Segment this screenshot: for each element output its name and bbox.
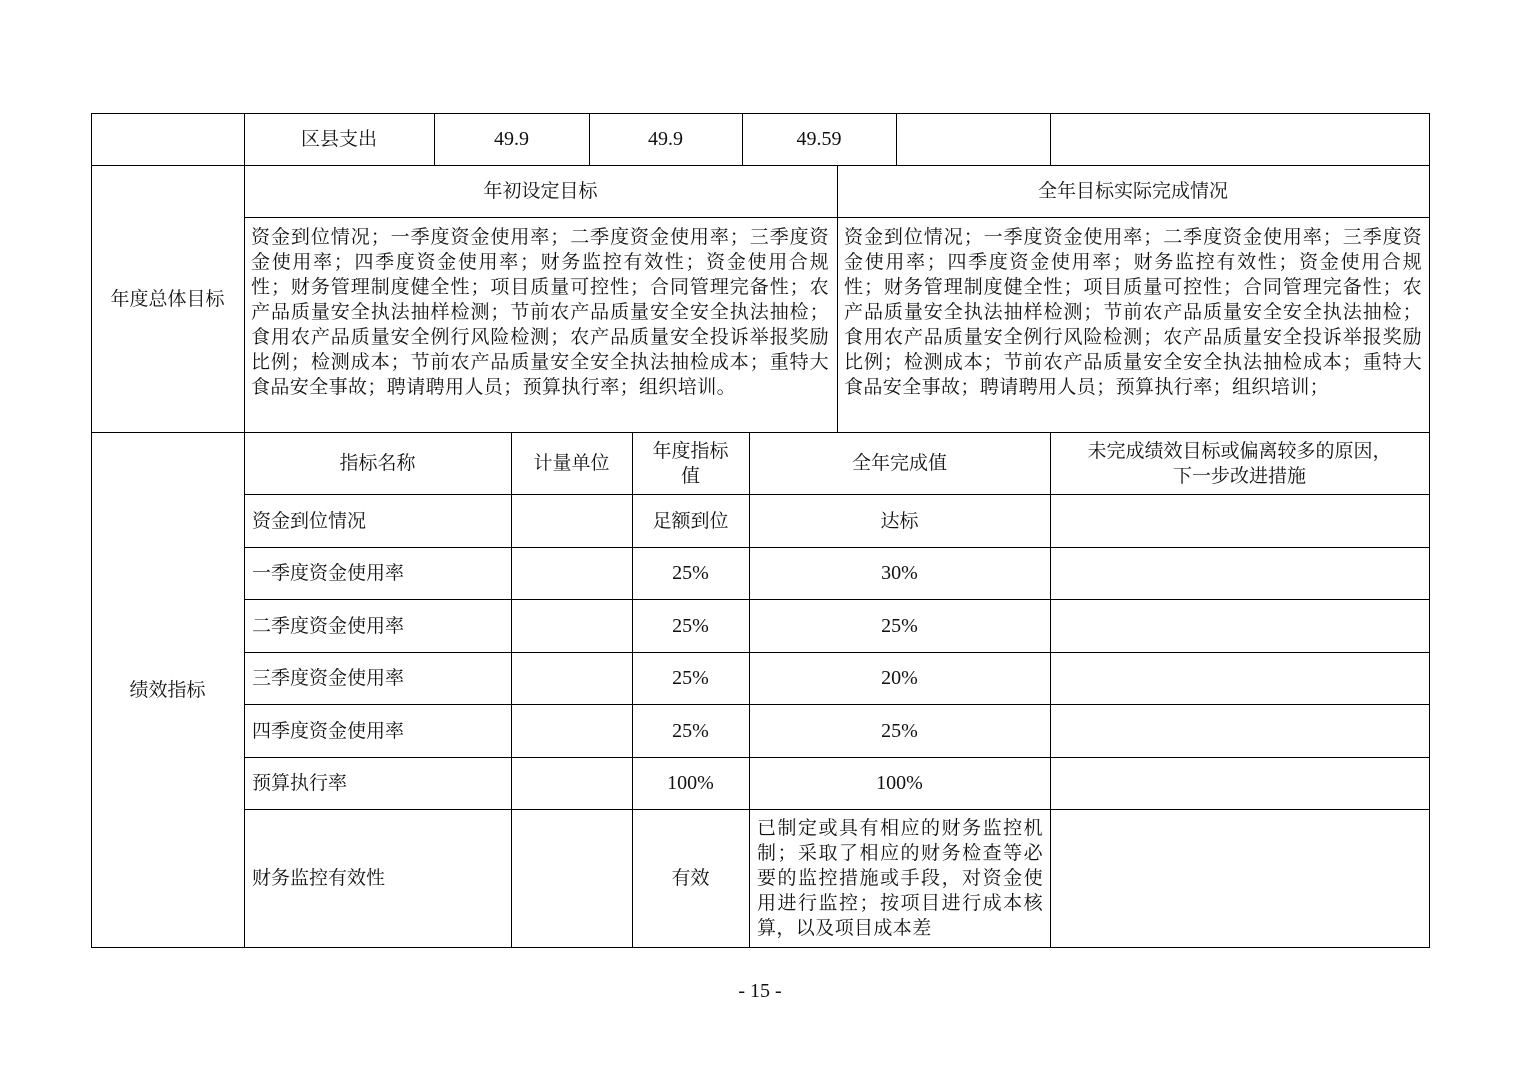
row-name: 财务监控有效性 [252,867,386,889]
row-target: 25% [672,614,709,637]
row-actual: 25% [881,614,918,637]
header-reason [1050,433,1429,494]
table-right-border [1429,113,1430,948]
row-target: 25% [672,667,709,689]
done-goal-header: 全年目标实际完成情况 [1037,180,1228,202]
header-target-line2: 值 [680,464,700,487]
header-reason-line2: 下一步改进措施 [1172,464,1306,487]
row-actual: 20% [881,667,918,689]
row-reason [1050,653,1429,704]
row-actual: 100% [876,772,923,794]
row-target: 足额到位 [652,509,729,532]
header-actual: 全年完成值 [851,452,947,474]
top-row-label: 区县支出 [300,128,377,150]
row-name: 二季度资金使用率 [252,614,405,637]
header-unit: 计量单位 [533,452,610,474]
row-unit [511,600,632,652]
row-actual: 达标 [880,509,919,532]
indicators-section-label: 绩效指标 [129,678,206,701]
row-actual: 25% [881,719,918,742]
row-target: 100% [667,772,714,794]
done-goal-text: 资金到位情况；一季度资金使用率；二季度资金使用率；三季度资金使用率；四季度资金使用率；财务监控有效性；资金使用合规性；财务管理制度健全性；项目质量可控性；合同管理完备性；农产品质量安全执法抽样检测；节前农产品质量安全安全执法抽检；食用农产品质量安全例行风险检测；农产品质量安全投诉举报奖励比例；检测成本；节前农产品质量安全安全执法抽检成本；重特大食品安全事故；聘请聘用人员；预算执行率；组织培训； [844,226,1422,398]
row-name: 一季度资金使用率 [252,562,405,584]
row-unit [511,705,632,757]
row-unit [511,758,632,809]
annual-goal-section-label: 年度总体目标 [110,287,225,310]
row-unit [511,495,632,547]
row-name: 三季度资金使用率 [252,667,405,689]
row-reason [1050,758,1429,809]
header-target-line1: 年度指标 [652,439,729,462]
page-number: - 15 - [738,980,782,1002]
top-row-value-5 [1050,114,1429,165]
table-bottom-border [91,947,1430,948]
row-reason [1050,705,1429,757]
row-actual: 已制定或具有相应的财务监控机制；采取了相应的财务检查等必要的监控措施或手段，对资金使用进行监控；按项目进行成本核算，以及项目成本差 [757,817,1043,939]
top-row-value-2: 49.9 [648,128,683,150]
set-goal-text: 资金到位情况；一季度资金使用率；二季度资金使用率；三季度资金使用率；四季度资金使用率；财务监控有效性；资金使用合规性；财务管理制度健全性；项目质量可控性；合同管理完备性；农产品质量安全执法抽样检测；节前农产品质量安全安全执法抽检；食用农产品质量安全例行风险检测；农产品质量安全投诉举报奖励比例；检测成本；节前农产品质量安全安全执法抽检成本；重特大食品安全事故；聘请聘用人员；预算执行率；组织培训。 [251,226,829,398]
row-reason [1050,548,1429,599]
row-reason [1050,495,1429,547]
row-name: 四季度资金使用率 [252,719,405,742]
header-reason-line1: 未完成绩效目标或偏离较多的原因， [1087,439,1392,462]
top-row-value-3: 49.59 [796,128,842,150]
top-row-value-1: 49.9 [494,128,529,150]
row-target: 有效 [671,867,710,889]
row-actual: 30% [881,562,918,584]
row-target: 25% [672,562,709,584]
top-row-value-4 [896,114,1050,165]
header-target [632,433,749,494]
header-indicator-name: 指标名称 [339,452,416,474]
set-goal-header: 年初设定目标 [483,180,598,202]
row-name: 资金到位情况 [252,509,367,532]
row-target: 25% [672,719,709,742]
row-reason [1050,810,1429,947]
row-unit [511,548,632,599]
row-unit [511,810,632,947]
row-reason [1050,600,1429,652]
row-unit [511,653,632,704]
row-name: 预算执行率 [252,772,348,794]
row-actual-clip [750,810,1049,947]
